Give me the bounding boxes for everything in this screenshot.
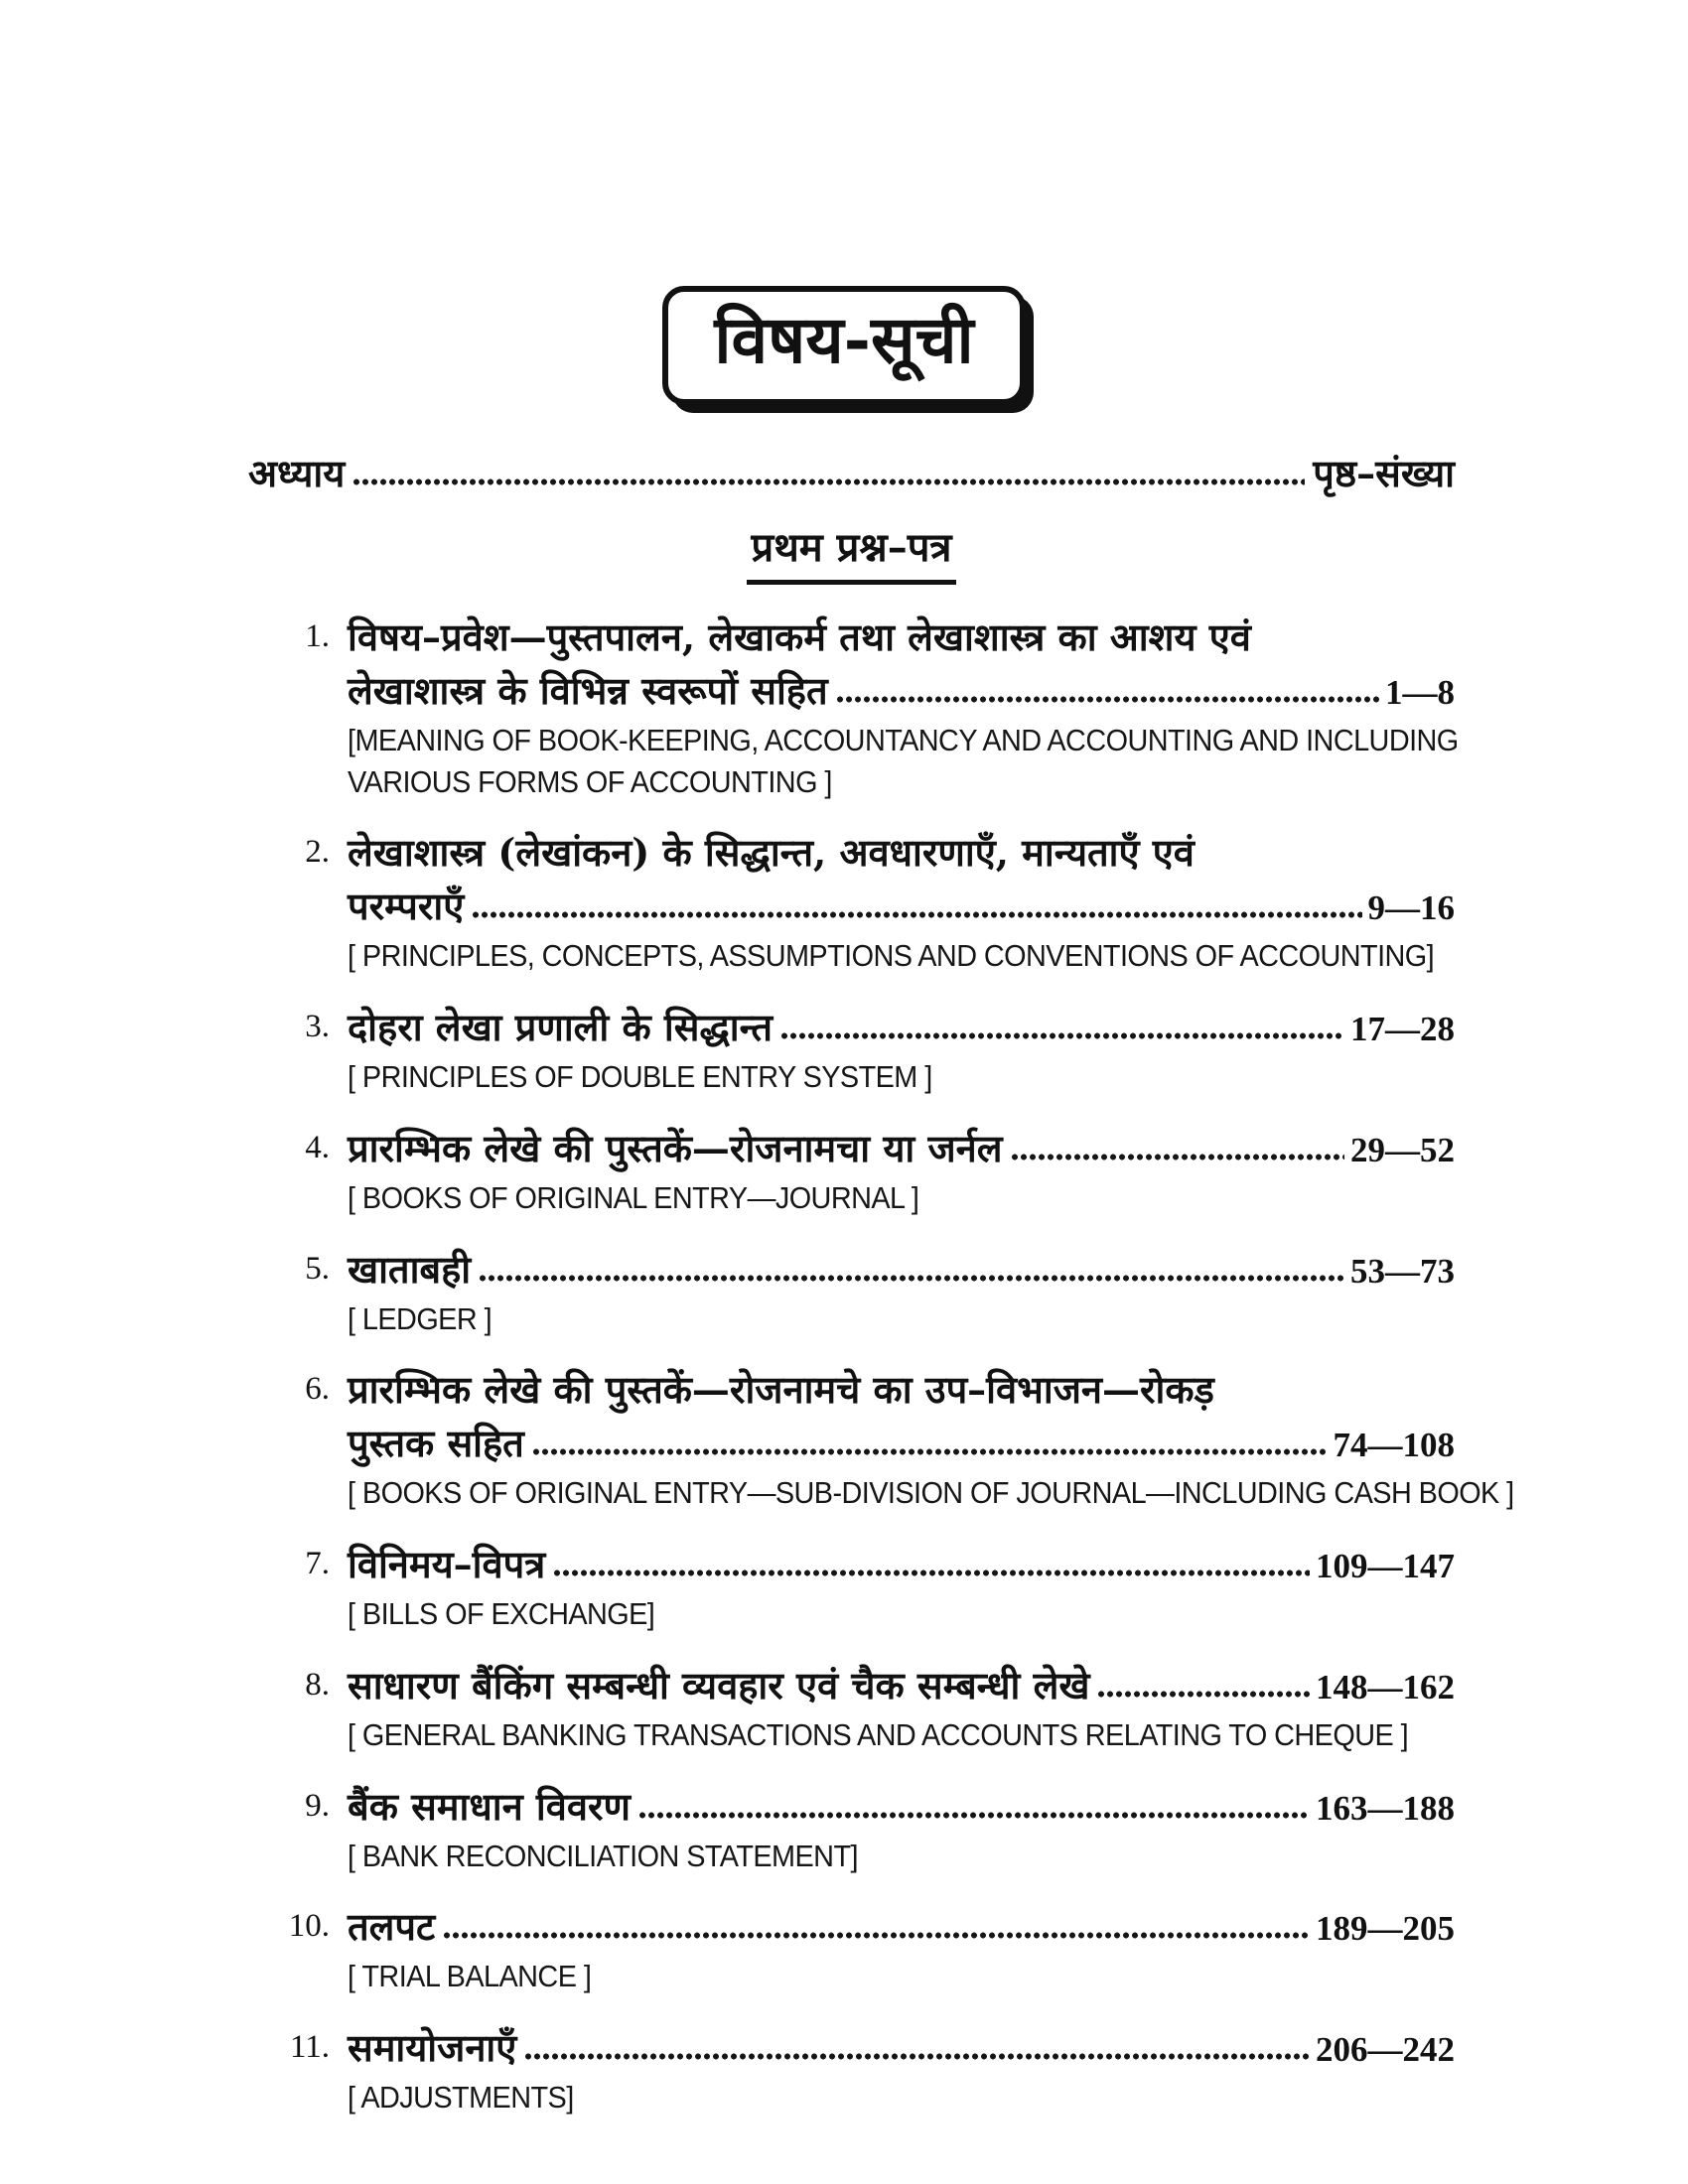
entry-title-leader-text: पुस्तक सहित [348,1421,524,1466]
entry-title-line: लेखाशास्त्र (लेखांकन) के सिद्धान्त, अवधारणाएँ, मान्यताएँ एवं [348,830,1195,876]
entry-pages: 53—73 [1350,1251,1455,1291]
entry-number: 8. [305,1666,330,1703]
toc-entry [248,1900,1455,1995]
entry-pages: 17—28 [1350,1010,1455,1049]
entry-pages: 148—162 [1316,1667,1455,1706]
entry-english-line: [ ADJUSTMENTS] [348,2080,574,2116]
dotted-leader [479,1274,1344,1283]
entry-number: 7. [305,1546,330,1582]
entry-english-line: [ PRINCIPLES OF DOUBLE ENTRY SYSTEM ] [348,1059,932,1094]
contents-title: विषय-सूची [662,286,1025,405]
entry-pages: 9—16 [1367,888,1455,928]
entry-body [348,1122,1455,1217]
entry-leader-row [348,1417,1455,1470]
toc-entry [248,2021,1455,2116]
entry-leader-row [348,1243,1455,1297]
entry-body [348,1900,1455,1995]
entry-english-line: [ BANK RECONCILIATION STATEMENT] [348,1838,858,1873]
entry-title-leader-text: बैंक समाधान विवरण [348,1783,632,1829]
entry-title-leader-text: दोहरा लेखा प्रणाली के सिद्धान्त [348,1005,774,1050]
entry-title-leader-text: लेखाशास्त्र के विभिन्न स्वरूपों सहित [348,667,828,713]
entry-title-leader-text: समायोजनाएँ [348,2025,517,2071]
entry-leader-row [348,1001,1455,1054]
entry-english-line: [ BOOKS OF ORIGINAL ENTRY—SUB-DIVISION OF JOURNAL—INCLUDING CASH BOOK ] [348,1475,1514,1511]
toc-entry [248,1122,1455,1217]
section-heading-wrapper [248,518,1455,585]
toc-entry [248,1780,1455,1875]
dotted-leader [532,1447,1328,1456]
entry-body [348,1001,1455,1096]
entry-english-line: [ GENERAL BANKING TRANSACTIONS AND ACCOUNTS RELATING TO CHEQUE ] [348,1716,1409,1752]
toc-list [248,611,1514,2116]
chapter-header-label: अध्याय [248,450,346,495]
entry-english-line: [ TRIAL BALANCE ] [348,1959,592,1994]
entry-body [348,1538,1455,1633]
dotted-leader [553,1569,1310,1577]
contents-column [248,447,1514,2116]
entry-number: 11. [289,2029,330,2066]
dotted-leader [524,2052,1310,2061]
entry-title-line: विषय–प्रवेश—पुस्तपालन, लेखाकर्म तथा लेखाशास्त्र का आशय एवं [348,614,1251,659]
entry-number: 5. [305,1250,330,1287]
entry-pages: 74—108 [1333,1426,1455,1465]
entry-pages: 206—242 [1316,2030,1455,2070]
dotted-leader [1011,1153,1344,1161]
entry-leader-row [348,1780,1455,1834]
entry-number: 2. [305,834,330,871]
entry-title-leader-text: साधारण बैंकिंग सम्बन्धी व्यवहार एवं चैक सम्बन्धी लेखे [348,1662,1090,1707]
entry-number: 1. [305,617,330,654]
entry-title-line: प्रारम्भिक लेखे की पुस्तकें—रोजनामचे का उप–विभाजन—रोकड़ [348,1367,1214,1413]
dotted-leader [472,910,1361,919]
entry-english-line: VARIOUS FORMS OF ACCOUNTING ] [348,763,832,799]
entry-body [348,1363,1514,1512]
toc-entry [248,1243,1455,1338]
toc-entry [248,1001,1455,1096]
entry-pages: 109—147 [1316,1547,1455,1586]
page-number-header-label: पृष्ठ–संख्या [1313,450,1455,495]
entry-english-line: [ BOOKS OF ORIGINAL ENTRY—JOURNAL ] [348,1179,919,1215]
entry-leader-row [348,664,1455,718]
entry-leader-row [348,1122,1455,1175]
toc-entry [248,1659,1455,1754]
entry-body [348,611,1459,801]
entry-number: 3. [305,1009,330,1045]
entry-english-line: [ LEDGER ] [348,1300,492,1336]
dotted-leader [1097,1690,1310,1699]
toc-entry [248,611,1459,801]
toc-entry [248,1363,1514,1512]
dotted-leader [836,695,1379,704]
entry-english-line: [MEANING OF BOOK-KEEPING, ACCOUNTANCY AND ACCOUNTING AND INCLUDING [348,722,1459,757]
dotted-leader [443,1931,1310,1940]
toc-entry [248,1538,1455,1633]
entry-pages: 29—52 [1350,1130,1455,1169]
entry-english-line: [ PRINCIPLES, CONCEPTS, ASSUMPTIONS AND CONVENTIONS OF ACCOUNTING] [348,938,1435,974]
entry-body [348,1243,1455,1338]
entry-pages: 189—205 [1316,1909,1455,1949]
entry-title-leader-text: परम्पराएँ [348,884,465,929]
dotted-leader [780,1031,1344,1040]
entry-body [348,826,1455,975]
entry-title-leader-text: तलपट [348,1904,436,1950]
entry-title-leader-text: विनिमय–विपत्र [348,1542,546,1587]
dotted-leader [352,478,1305,486]
entry-pages: 163—188 [1316,1788,1455,1828]
entry-body [348,2021,1455,2116]
entry-number: 6. [305,1371,330,1408]
entry-leader-row [348,1900,1455,1954]
section-heading: प्रथम प्रश्न–पत्र [747,518,955,585]
toc-entry [248,826,1455,975]
chapter-page-header [248,447,1455,498]
entry-pages: 1—8 [1385,672,1455,712]
entry-english-line: [ BILLS OF EXCHANGE] [348,1596,655,1632]
entry-title-leader-text: प्रारम्भिक लेखे की पुस्तकें—रोजनामचा या जर्नल [348,1125,1003,1170]
entry-number: 9. [305,1787,330,1824]
entry-leader-row [348,2021,1455,2075]
entry-title-leader-text: खाताबही [348,1246,472,1292]
entry-body [348,1659,1455,1754]
title-box-wrapper [0,286,1688,405]
entry-number: 10. [288,1908,330,1945]
entry-leader-row [348,880,1455,933]
entry-leader-row [348,1659,1455,1712]
entry-leader-row [348,1538,1455,1591]
entry-number: 4. [305,1129,330,1165]
entry-body [348,1780,1455,1875]
dotted-leader [638,1811,1310,1820]
